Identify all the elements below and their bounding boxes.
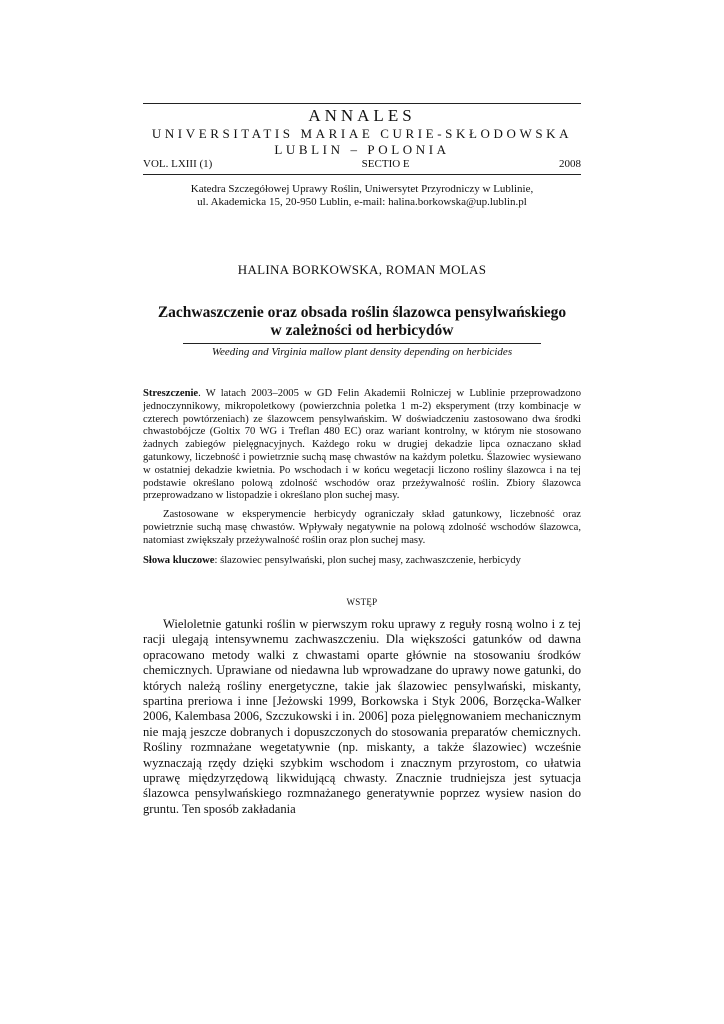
title-line-1: Zachwaszczenie oraz obsada roślin ślazowca pensylwańskiego <box>157 304 567 321</box>
section-label: SECTIO E <box>361 158 410 170</box>
english-title: Weeding and Virginia mallow plant density depending on herbicides <box>211 346 513 358</box>
volume-number: VOL. LXIII (1) <box>143 158 213 170</box>
authors: HALINA BORKOWSKA, ROMAN MOLAS <box>237 262 487 277</box>
abstract-paragraph-2: Zastosowane w eksperymencie herbicydy ograniczały skład gatunkowy, liczebność oraz powietrznie suchą masę chwastów. Wpływały negatywnie na polową zdolność wschodów ślazowca, natomiast zwiększały przeżywalność roślin oraz plon suchej masy. <box>143 509 581 546</box>
title-rule <box>183 343 541 344</box>
volume-row <box>143 158 581 171</box>
abstract <box>143 388 581 548</box>
affiliation-line-2: ul. Akademicka 15, 20-950 Lublin, e-mail: halina.borkowska@up.lublin.pl <box>197 196 527 208</box>
journal-masthead <box>143 104 581 158</box>
abstract-text-1: . W latach 2003–2005 w GD Felin Akademii Rolniczej w Lublinie przeprowadzono jednoczynnikowy, mikropoletkowy (powierzchnia poletka 1 m-2) eksperyment (trzy kombinacje w czterech powtórzeniach) ze ślazowcem pensylwańskim. W doświadczeniu zastosowano dwa środki chwastobójcze (Goltix 70 WG i Treflan 480 EC) oraz wariant kontrolny, w którym nie stosowano żadnych zabiegów pielęgnacyjnych. Każdego roku w drugiej dekadzie lipca oznaczano skład gatunkowy, liczebność i powietrznie suchą masę chwastów na każdym poletku. Ślazowiec wysiewano w ostatniej dekadzie kwietnia. Po wschodach i w końcu wegetacji liczono rośliny ślazowca i na tej podstawie określano polową zdolność wschodów oraz przeżywalność roślin. Zbiory ślazowca przeprowadzano w listopadzie i określano plon suchej masy. <box>143 388 581 502</box>
university-name: UNIVERSITATIS MARIAE CURIE-SKŁODOWSKA <box>151 126 573 141</box>
keywords-text: : ślazowiec pensylwański, plon suchej masy, zachwaszczenie, herbicydy <box>214 555 521 566</box>
abstract-paragraph-1 <box>143 388 581 503</box>
body-paragraph: Wieloletnie gatunki roślin w pierwszym roku uprawy z reguły rosną wolno i z tej racji ulegają intensywnemu zachwaszczeniu. Dla większości gatunków od dawna opracowano metody walki z chwastami oparte głównie na stosowaniu środków chemicznych. Uprawiane od niedawna lub wprowadzane do uprawy nowe gatunki, do których należą rośliny energetyczne, takie jak ślazowiec pensylwański, miskanty, spartina preriowa i inne [Jeżowski 1999, Borkowska i Styk 2006, Borzęcka-Walker 2006, Kalembasa 2006, Szczukowski i in. 2006] poza pielęgnowaniem mechanicznym nie mają jeszcze dobranych i dopuszczonych do stosowania preparatów chemicznych. Rośliny rozmnażane wegetatywnie (np. miskanty, a także ślazowiec) wcześnie wyznaczają rzędy dzięki szybkim wschodom i znacznym przyrostom, co ułatwia uprawę międzyrzędową likwidującą chwasty. Znacznie trudniejsza jest sytuacja ślazowca pensylwańskiego rozmnażanego generatywnie poprzez wysiew nasion do gruntu. Ten sposób zakładania <box>143 617 581 816</box>
abstract-label: Streszczenie <box>143 388 199 399</box>
keywords-label: Słowa kluczowe <box>143 555 215 566</box>
keywords <box>143 554 581 567</box>
journal-city: LUBLIN – POLONIA <box>274 142 450 157</box>
affiliation <box>143 183 581 209</box>
header-bottom-rule <box>143 174 581 175</box>
section-heading: WSTĘP <box>346 597 378 607</box>
publication-year: 2008 <box>558 158 581 170</box>
title-line-2: w zależności od herbicydów <box>270 322 454 339</box>
body-text <box>143 617 581 817</box>
paper-title <box>143 304 581 340</box>
journal-name: ANNALES <box>308 106 416 125</box>
affiliation-line-1: Katedra Szczegółowej Uprawy Roślin, Uniwersytet Przyrodniczy w Lublinie, <box>190 183 534 195</box>
